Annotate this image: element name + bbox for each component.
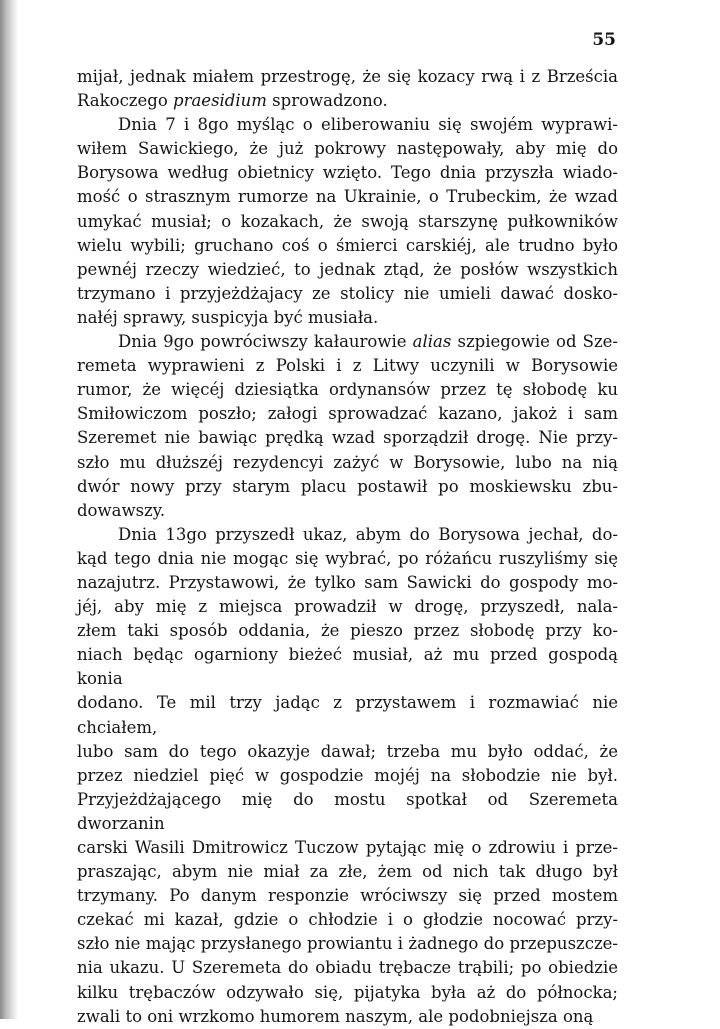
text-line: Dnia 9go powróciwszy kałaurowie alias szpiegowie od Sze- <box>118 332 618 352</box>
text-line: szło nie mając przysłanego prowiantu i żadnego do przepuszcze- <box>77 934 618 954</box>
italic-phrase: alias <box>412 332 452 352</box>
text-line: carski Wasili Dmitrowicz Tuczow pytając mię o zdrowiu i prze- <box>77 838 618 857</box>
text-line: nałéj sprawy, suspicyja być musiała. <box>77 307 379 327</box>
text-line: mijał, jednak miałem przestrogę, że się kozacy rwą i z Brześcia <box>77 67 618 86</box>
text-line: wielu wybili; gruchano coś o śmierci carskiéj, ale trudno było <box>77 235 618 255</box>
text-line: nazajutrz. Przystawowi, że tylko sam Sawicki do gospody mo- <box>77 572 618 592</box>
text-line: przez niedziel pięć w gospodzie mojéj na słobodzie nie był. <box>77 765 618 785</box>
text-line: kilku trębaczów odzywało się, pijatyka była aż do północka; <box>77 982 618 1002</box>
text-line: Smiłowiczom poszło; załogi sprowadzać kazano, jakoż i sam <box>77 404 618 424</box>
text-line: trzymany. Po danym responzie wróciwszy się przed mostem <box>77 886 618 906</box>
text-line: zwali to oni wrzkomo humorem naszym, ale podobniejsza oną <box>77 1006 594 1026</box>
page-number: 55 <box>592 30 616 50</box>
text-line: lubo sam do tego okazyje dawał; trzeba mu było oddać, że <box>77 741 618 761</box>
text-line: jéj, aby mię z miejsca prowadził w drogę, przyszedł, nala- <box>77 597 618 617</box>
text-line: mość o strasznym rumorze na Ukrainie, o Trubeckim, że wzad <box>77 187 618 207</box>
text-line: Borysowa według obietnicy wzięto. Tego dnia przyszła wiado- <box>77 163 618 183</box>
text-line: umykać musiał; o kozakach, że swoją starszynę pułkowników <box>77 211 618 231</box>
text-line: Rakoczego praesidium sprowadzono. <box>77 91 388 111</box>
text-line: dowawszy. <box>77 500 166 520</box>
text-line: czekać mi kazał, gdzie o chłodzie i o głodzie nocować przy- <box>77 910 618 930</box>
binding-shadow <box>0 0 18 1019</box>
body-text <box>77 65 618 1029</box>
text-line: Dnia 13go przyszedł ukaz, abym do Borysowa jechał, do- <box>118 524 618 544</box>
text-line: trzymano i przyjeżdżajacy ze stolicy nie umieli dawać dosko- <box>77 283 618 303</box>
text-line: dwór nowy przy starym placu postawił po moskiewsku zbu- <box>77 476 618 496</box>
text-line: pewnéj rzeczy wiedzieć, to jednak ztąd, że posłów wszystkich <box>77 259 618 279</box>
text-line: Szeremet nie bawiąc prędką wzad sporządził drogę. Nie przy- <box>77 428 618 448</box>
text-line: złem taki sposób oddania, że pieszo przez słobodę przy ko- <box>77 621 618 641</box>
italic-phrase: praesidium <box>173 91 267 111</box>
text-line: Przyjeżdżającego mię do mostu spotkał od Szeremeta dworzanin <box>77 789 618 833</box>
text-line: dodano. Te mil trzy jadąc z przystawem i rozmawiać nie chciałem, <box>77 693 618 737</box>
text-line: szło mu dłuższéj rezydencyi zażyć w Borysowie, lubo na nią <box>77 452 618 472</box>
text-line: wiłem Sawickiego, że już pokrowy następowały, aby mię do <box>77 139 618 159</box>
text-line: praszając, abym nie miał za złe, żem od nich tak długo był <box>77 862 618 882</box>
text-line: nia ukazu. U Szeremeta do obiadu trębacze trąbili; po obiedzie <box>77 958 618 978</box>
text-line: rumor, że więcéj dziesiątka ordynansów przez tę słobodę ku <box>77 380 618 400</box>
text-line: remeta wyprawieni z Polski i z Litwy uczynili w Borysowie <box>77 356 618 376</box>
text-line: niach będąc ogarniony bieżeć musiał, aż mu przed gospodą konia <box>77 645 618 689</box>
text-line: Dnia 7 i 8go myśląc o eliberowaniu się swojém wyprawi- <box>118 115 618 135</box>
text-line: kąd tego dnia nie mogąc się wybrać, po różańcu ruszyliśmy się <box>77 548 618 568</box>
